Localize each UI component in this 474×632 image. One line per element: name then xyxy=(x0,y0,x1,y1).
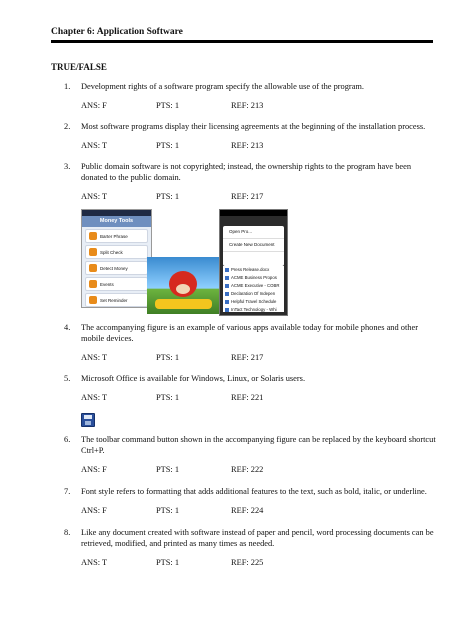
points-value: PTS: 1 xyxy=(156,101,180,110)
reference-value: REF: 225 xyxy=(231,558,264,567)
reference-value: REF: 213 xyxy=(231,101,264,110)
reference-value: REF: 217 xyxy=(231,353,264,362)
answer-value: ANS: F xyxy=(81,465,107,474)
question-number: 8. xyxy=(64,528,71,537)
question-text: Development rights of a software program specify the allowable use of the program. xyxy=(81,82,365,91)
question-text: Font style refers to formatting that adds additional features to the text, such as bold, italic, or underline. xyxy=(81,487,427,496)
question-number: 2. xyxy=(64,122,71,131)
answer-value: ANS: T xyxy=(81,393,108,402)
app-list-item xyxy=(85,245,148,259)
app-icon xyxy=(89,264,97,272)
app-list-item xyxy=(85,277,148,291)
app-list-label: Barter Phrase xyxy=(100,233,128,239)
points-value: PTS: 1 xyxy=(156,465,180,474)
save-icon-label xyxy=(85,421,91,425)
points-value: PTS: 1 xyxy=(156,353,180,362)
header-rule xyxy=(51,40,433,43)
save-icon-shutter xyxy=(84,415,92,419)
question-text: The accompanying figure is an example of various apps available today for mobile phones and other mobile devices. xyxy=(81,323,418,343)
answer-value: ANS: T xyxy=(81,353,108,362)
question-1 xyxy=(64,82,436,93)
question-7 xyxy=(64,487,436,498)
save-icon xyxy=(81,413,95,427)
app-list-item xyxy=(85,229,148,243)
question-text: Microsoft Office is available for Windows, Linux, or Solaris users. xyxy=(81,374,306,383)
points-value: PTS: 1 xyxy=(156,506,180,515)
app-list-label: Detect Money xyxy=(100,265,128,271)
question-8 xyxy=(64,528,436,549)
question-text: The toolbar command button shown in the accompanying figure can be replaced by the keyboard shortcut Ctrl+P. xyxy=(81,435,436,455)
app-list-label: Set Reminder xyxy=(100,297,128,303)
context-menu xyxy=(223,226,284,266)
question-number: 6. xyxy=(64,435,71,444)
bird-belly xyxy=(176,284,190,294)
document-item: Declaration Of Indepen xyxy=(223,290,284,298)
question-number: 1. xyxy=(64,82,71,91)
section-title: TRUE/FALSE xyxy=(51,62,107,72)
app-list-item xyxy=(85,261,148,275)
document-item: ACME Business Propos xyxy=(223,274,284,282)
question-number: 7. xyxy=(64,487,71,496)
question-2 xyxy=(64,122,436,133)
app-icon xyxy=(89,280,97,288)
answer-value: ANS: F xyxy=(81,506,107,515)
answer-value: ANS: T xyxy=(81,141,108,150)
reference-value: REF: 224 xyxy=(231,506,264,515)
question-5 xyxy=(64,374,436,385)
question-number: 3. xyxy=(64,162,71,171)
game-logo xyxy=(155,299,212,309)
document-item: InTact Technology - Whi xyxy=(223,306,284,314)
question-4 xyxy=(64,323,436,344)
question-3 xyxy=(64,162,436,183)
points-value: PTS: 1 xyxy=(156,393,180,402)
app-list-label: Split Check xyxy=(100,249,123,255)
document-item: Press Release.docx xyxy=(223,266,284,274)
points-value: PTS: 1 xyxy=(156,558,180,567)
reference-value: REF: 217 xyxy=(231,192,264,201)
status-bar xyxy=(220,210,287,216)
document-item: Helpful Travel Schedule xyxy=(223,298,284,306)
android-documents-screenshot xyxy=(219,209,288,316)
reference-value: REF: 213 xyxy=(231,141,264,150)
app-list-item xyxy=(85,293,148,307)
answer-value: ANS: T xyxy=(81,558,108,567)
app-list-label: Events xyxy=(100,281,114,287)
menu-item: Create New Document xyxy=(223,239,284,252)
menu-item: Open Pro... xyxy=(223,226,284,239)
app-icon xyxy=(89,232,97,240)
reference-value: REF: 222 xyxy=(231,465,264,474)
document-list xyxy=(223,266,284,312)
answer-value: ANS: T xyxy=(81,192,108,201)
question-number: 5. xyxy=(64,374,71,383)
question-text: Like any document created with software instead of paper and pencil, word processing documents can be retrieved, modified, and printed as many times as needed. xyxy=(81,528,434,548)
angry-birds-game-image xyxy=(147,257,220,314)
question-number: 4. xyxy=(64,323,71,332)
chapter-title: Chapter 6: Application Software xyxy=(51,27,183,37)
points-value: PTS: 1 xyxy=(156,192,180,201)
app-icon xyxy=(89,296,97,304)
app-icon xyxy=(89,248,97,256)
question-text: Public domain software is not copyrighted; instead, the ownership rights to the program have been donated to the public domain. xyxy=(81,162,412,182)
app-title: Money Tools xyxy=(82,216,151,227)
question-text: Most software programs display their licensing agreements at the beginning of the installation process. xyxy=(81,122,426,131)
answer-value: ANS: F xyxy=(81,101,107,110)
iphone-money-tools-screenshot xyxy=(81,209,152,308)
reference-value: REF: 221 xyxy=(231,393,264,402)
points-value: PTS: 1 xyxy=(156,141,180,150)
question-6 xyxy=(64,435,436,456)
document-item: ACME Executive - COBR xyxy=(223,282,284,290)
